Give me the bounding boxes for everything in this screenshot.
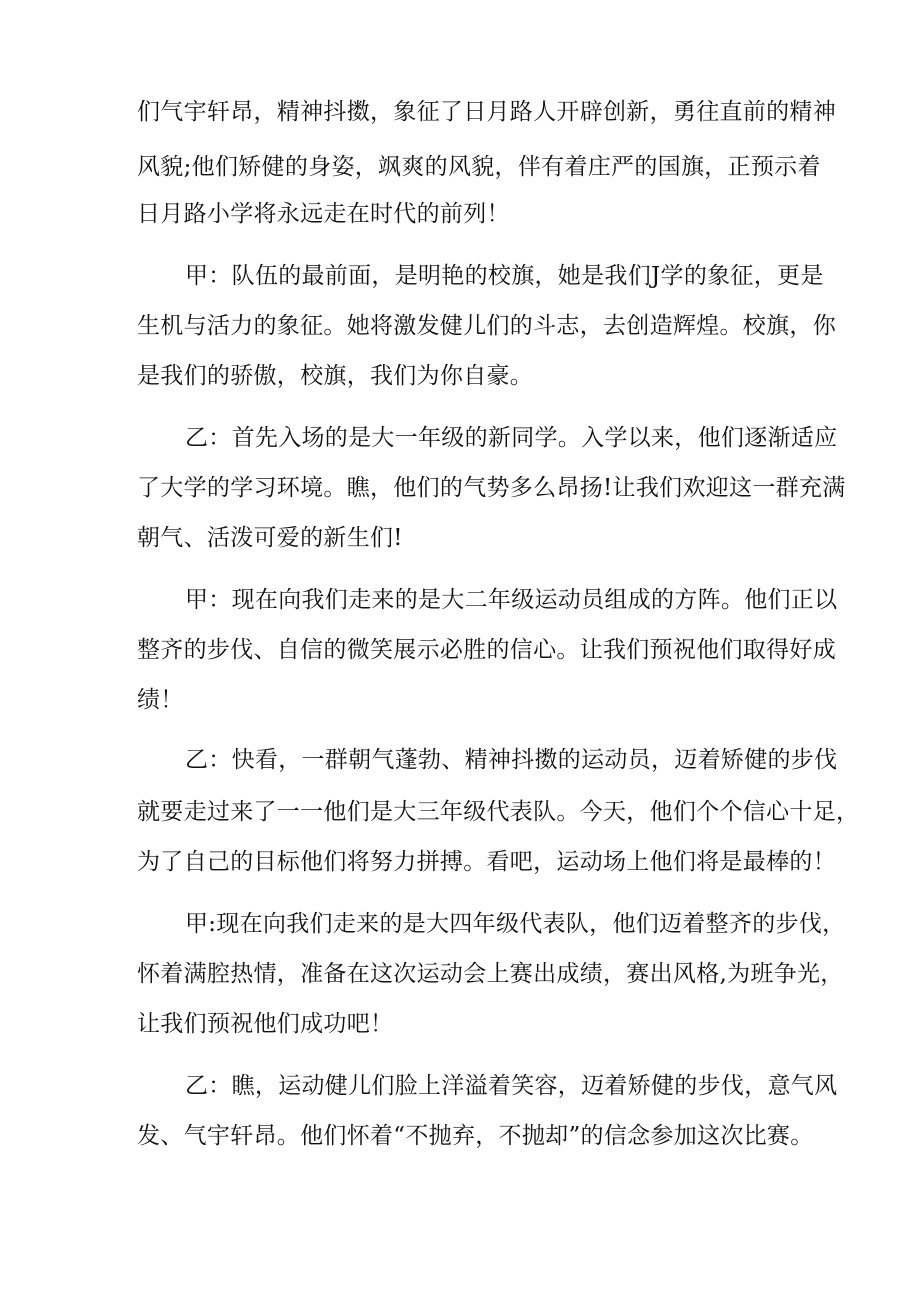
paragraph-line: 风貌;他们矫健的身姿，飒爽的风貌，伴有着庄严的国旗，正预示着 bbox=[137, 154, 821, 180]
paragraph-line: 朝气、活泼可爱的新生们! bbox=[137, 525, 403, 551]
paragraph-line: 怀着满腔热情，准备在这次运动会上赛出成绩，赛出风格,为班争光， bbox=[137, 961, 844, 987]
paragraph-line: 整齐的步伐、自信的微笑展示必胜的信心。让我们预祝他们取得好成 bbox=[137, 637, 836, 663]
paragraph-line: 甲：现在向我们走来的是大二年级运动员组成的方阵。他们正以 bbox=[185, 587, 838, 613]
paragraph-line: 甲：队伍的最前面，是明艳的校旗，她是我们J学的象征，更是 bbox=[185, 263, 824, 289]
paragraph-line: 发、气宇轩昂。他们怀着“不抛弃，不抛却”的信念参加这次比赛。 bbox=[137, 1123, 814, 1149]
paragraph-line: 甲:现在向我们走来的是大四年级代表队，他们迈着整齐的步伐， bbox=[185, 911, 846, 937]
paragraph-line: 乙：快看，一群朝气蓬勃、精神抖擞的运动员，迈着矫健的步伐 bbox=[185, 747, 838, 773]
paragraph-line: 了大学的学习环境。瞧，他们的气势多么昂扬!让我们欢迎这一群充满 bbox=[137, 475, 846, 501]
paragraph-line: 日月路小学将永远走在时代的前列！ bbox=[137, 201, 510, 227]
paragraph-line: 乙：首先入场的是大一年级的新同学。入学以来，他们逐渐适应 bbox=[185, 425, 838, 451]
paragraph-line: 是我们的骄傲，校旗，我们为你自豪。 bbox=[137, 363, 534, 389]
paragraph-line: 为了自己的目标他们将努力拼搏。看吧，运动场上他们将是最棒的！ bbox=[137, 849, 836, 875]
paragraph-line: 生机与活力的象征。她将激发健儿们的斗志，去创造辉煌。校旗，你 bbox=[137, 313, 836, 339]
paragraph-line: 就要走过来了一一他们是大三年级代表队。今天，他们个个信心十足， bbox=[137, 799, 860, 825]
paragraph-line: 乙：瞧，运动健儿们脸上洋溢着笑容，迈着矫健的步伐，意气风 bbox=[185, 1073, 838, 1099]
paragraph-line: 们气宇轩昂，精神抖擞，象征了日月路人开辟创新，勇往直前的精神 bbox=[137, 99, 836, 125]
paragraph-line: 绩！ bbox=[137, 687, 184, 713]
paragraph-line: 让我们预祝他们成功吧！ bbox=[137, 1011, 394, 1037]
